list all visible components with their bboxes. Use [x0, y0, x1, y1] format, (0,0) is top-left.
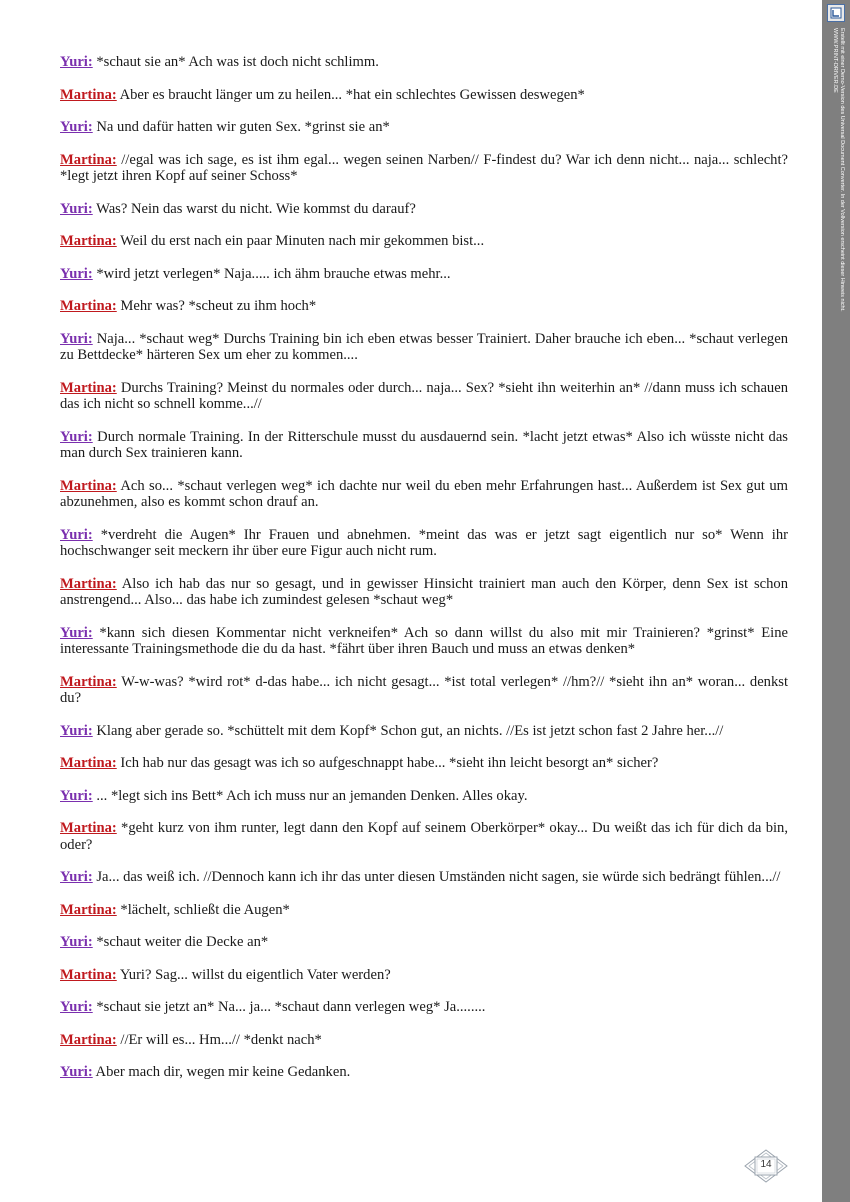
- speaker-martina: Martina:: [60, 477, 117, 494]
- speaker-martina: Martina:: [60, 233, 117, 249]
- speaker-yuri: Yuri:: [60, 869, 93, 885]
- dialogue-line: [60, 331, 788, 364]
- dialogue-text: Yuri? Sag... willst du eigentlich Vater werden?: [116, 966, 391, 983]
- dialogue-line: [60, 1064, 788, 1081]
- speaker-yuri: Yuri:: [60, 200, 93, 217]
- dialogue-text: Aber es braucht länger um zu heilen... *hat ein schlechtes Gewissen deswegen*: [116, 86, 585, 103]
- dialogue-body: [60, 54, 788, 1097]
- dialogue-text: //Er will es... Hm...// *denkt nach*: [116, 1031, 322, 1048]
- dialogue-text: *geht kurz von ihm runter, legt dann den Kopf auf seinem Oberkörper* okay... Du weißt das ich für dich da bin, oder?: [60, 820, 788, 853]
- dialogue-line: [60, 233, 788, 250]
- speaker-martina: Martina:: [60, 673, 117, 690]
- dialogue-text: *kann sich diesen Kommentar nicht verkneifen* Ach so dann willst du also mit mir Trainieren? *grinst* Eine interessante Trainingsmethode die du da hast. *fährt über ihren Bauch und muss an etwas denken*: [60, 624, 788, 657]
- speaker-yuri: Yuri:: [60, 787, 93, 804]
- dialogue-text: Ja... das weiß ich. //Dennoch kann ich ihr das unter diesen Umständen nicht sagen, sie würde sich bedrängt fühlen...//: [92, 869, 781, 885]
- dialogue-text: Klang aber gerade so. *schüttelt mit dem Kopf* Schon gut, an nichts. //Es ist jetzt schon fast 2 Jahre her...//: [92, 722, 724, 739]
- dialogue-line: [60, 87, 788, 104]
- speaker-yuri: Yuri:: [60, 722, 93, 739]
- dialogue-text: Durchs Training? Meinst du normales oder durch... naja... Sex? *sieht ihn weiterhin an* //dann muss ich schauen das ich nicht so schnell komme...//: [60, 379, 788, 412]
- dialogue-text: W-w-was? *wird rot* d-das habe... ich nicht gesagt... *ist total verlegen* //hm?// *sieht ihn an* woran... denkst du?: [60, 673, 788, 706]
- speaker-yuri: Yuri:: [60, 265, 93, 282]
- dialogue-line: [60, 788, 788, 805]
- dialogue-text: Aber mach dir, wegen mir keine Gedanken.: [92, 1064, 351, 1080]
- speaker-martina: Martina:: [60, 379, 117, 396]
- dialogue-line: [60, 902, 788, 919]
- dialogue-text: Durch normale Training. In der Ritterschule musst du ausdauernd sein. *lacht jetzt etwas* Also ich wüsste nicht das man durch Sex trainieren kann.: [60, 428, 788, 461]
- dialogue-line: [60, 999, 788, 1016]
- dialogue-text: //egal was ich sage, es ist ihm egal... wegen seinen Narben// F-findest du? War ich denn nicht... naja... schlecht? *legt jetzt ihren Kopf auf seiner Schoss*: [60, 151, 788, 184]
- dialogue-text: Was? Nein das warst du nicht. Wie kommst du darauf?: [92, 200, 416, 217]
- dialogue-line: [60, 820, 788, 853]
- dialogue-text: Naja... *schaut weg* Durchs Training bin ich eben etwas besser Trainiert. Daher brauche ich eben... *schaut verlegen zu Bettdecke* härteren Sex um eher zu kommen....: [60, 330, 788, 363]
- demo-watermark-sidebar: [822, 0, 850, 1202]
- dialogue-text: ... *legt sich ins Bett* Ach ich muss nur an jemanden Denken. Alles okay.: [92, 787, 528, 804]
- speaker-martina: Martina:: [60, 151, 117, 168]
- speaker-martina: Martina:: [60, 966, 117, 983]
- dialogue-line: [60, 755, 788, 772]
- speaker-yuri: Yuri:: [60, 1064, 93, 1080]
- dialogue-line: [60, 527, 788, 560]
- dialogue-line: [60, 54, 788, 71]
- dialogue-line: [60, 298, 788, 315]
- dialogue-text: *schaut sie jetzt an* Na... ja... *schaut dann verlegen weg* Ja........: [92, 999, 486, 1015]
- dialogue-text: Mehr was? *scheut zu ihm hoch*: [116, 298, 317, 314]
- dialogue-text: *schaut weiter die Decke an*: [92, 934, 269, 950]
- dialogue-text: Ich hab nur das gesagt was ich so aufgeschnappt habe... *sieht ihn leicht besorgt an* sicher?: [116, 755, 659, 771]
- converter-logo-icon: [827, 4, 845, 22]
- dialogue-line: [60, 674, 788, 707]
- speaker-martina: Martina:: [60, 901, 117, 918]
- speaker-martina: Martina:: [60, 820, 117, 836]
- dialogue-text: Ach so... *schaut verlegen weg* ich dachte nur weil du eben mehr Erfahrungen hast... Außerdem ist Sex gut um abzunehmen, also es kommt schon drauf an.: [60, 477, 788, 510]
- demo-notice: [831, 28, 845, 312]
- speaker-yuri: Yuri:: [60, 330, 93, 347]
- dialogue-line: [60, 119, 788, 136]
- dialogue-line: [60, 934, 788, 951]
- speaker-yuri: Yuri:: [60, 428, 93, 445]
- dialogue-line: [60, 201, 788, 218]
- speaker-yuri: Yuri:: [60, 624, 93, 641]
- dialogue-line: [60, 478, 788, 511]
- dialogue-text: Also ich hab das nur so gesagt, und in gewisser Hinsicht trainiert man auch den Körper, denn Sex ist schon anstrengend... Also... das habe ich zumindest gelesen *schaut weg*: [60, 575, 788, 608]
- dialogue-text: Na und dafür hatten wir guten Sex. *grinst sie an*: [92, 119, 390, 135]
- dialogue-line: [60, 1032, 788, 1049]
- speaker-martina: Martina:: [60, 298, 117, 314]
- dialogue-text: *lächelt, schließt die Augen*: [116, 901, 290, 918]
- speaker-yuri: Yuri:: [60, 526, 93, 543]
- speaker-martina: Martina:: [60, 575, 117, 592]
- dialogue-line: [60, 429, 788, 462]
- dialogue-line: [60, 576, 788, 609]
- speaker-yuri: Yuri:: [60, 54, 93, 70]
- speaker-yuri: Yuri:: [60, 119, 93, 135]
- speaker-martina: Martina:: [60, 86, 117, 103]
- speaker-yuri: Yuri:: [60, 934, 93, 950]
- dialogue-text: Weil du erst nach ein paar Minuten nach mir gekommen bist...: [116, 233, 485, 249]
- demo-notice-line: Erstellt mit einer Demo-Version des Universal Document Converter. In der Vollversion erscheint dieser Hinweis nicht.: [839, 28, 845, 312]
- dialogue-text: *schaut sie an* Ach was ist doch nicht schlimm.: [92, 54, 379, 70]
- dialogue-line: [60, 152, 788, 185]
- page-number: 14: [760, 1159, 772, 1170]
- dialogue-text: *verdreht die Augen* Ihr Frauen und abnehmen. *meint das was er jetzt sagt eigentlich nur so* Wenn ihr hochschwanger seit meckern ihr über eure Figur auch nicht rum.: [60, 526, 788, 559]
- page-number-badge: [744, 1149, 788, 1183]
- dialogue-line: [60, 967, 788, 984]
- dialogue-line: [60, 625, 788, 658]
- dialogue-text: *wird jetzt verlegen* Naja..... ich ähm brauche etwas mehr...: [92, 265, 451, 282]
- speaker-martina: Martina:: [60, 755, 117, 771]
- speaker-yuri: Yuri:: [60, 999, 93, 1015]
- speaker-martina: Martina:: [60, 1031, 117, 1048]
- dialogue-line: [60, 266, 788, 283]
- dialogue-line: [60, 869, 788, 886]
- demo-notice-url: WWW.PRINT-DRIVER.DE: [832, 28, 838, 93]
- dialogue-line: [60, 380, 788, 413]
- dialogue-line: [60, 723, 788, 740]
